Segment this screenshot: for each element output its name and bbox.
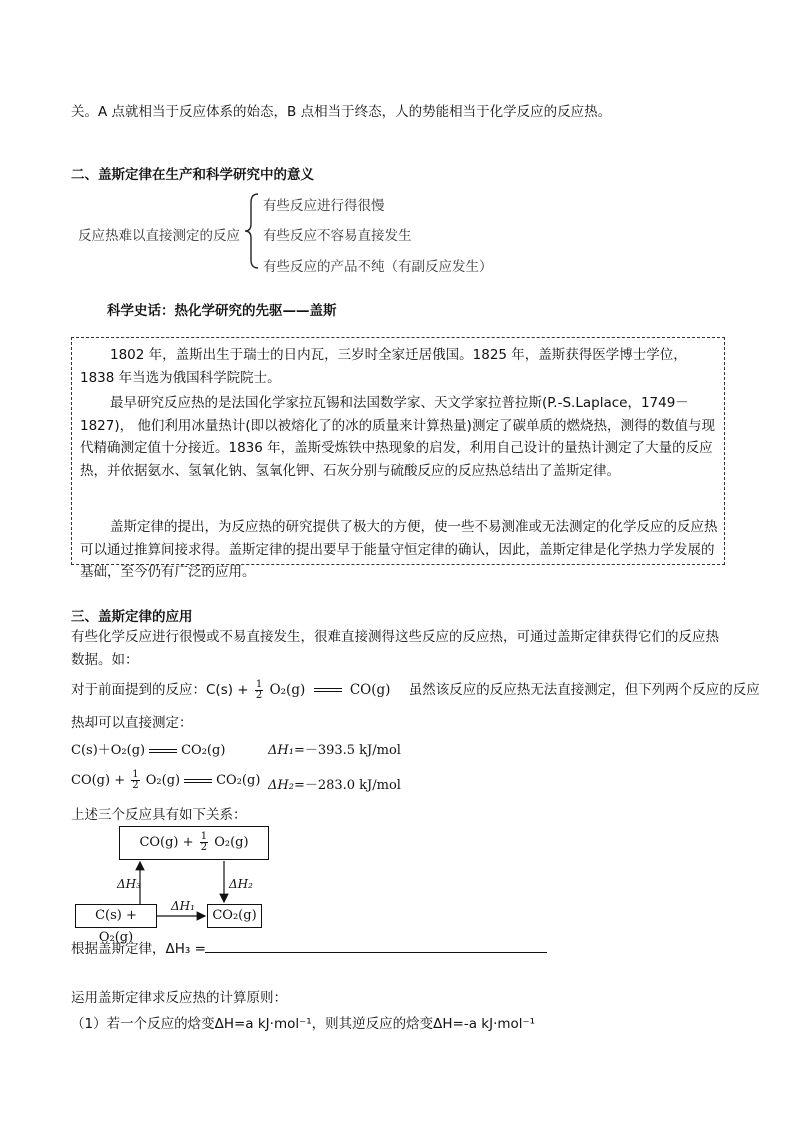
target-o2: O₂(g) (269, 682, 306, 698)
target-fraction: $\frac{1}{2}$ (255, 678, 263, 701)
section3-heading: 三、盖斯定律的应用 (71, 609, 193, 625)
target-prefix: 对于前面提到的反应：C(s) + (71, 682, 249, 698)
target-comment: 虽然该反应的反应热无法直接测定，但下列两个反应的反应 (408, 682, 760, 698)
diagram-left-box: C(s) + O₂(g) (75, 904, 157, 928)
history-paragraph-2: 最早研究反应热的是法国化学家拉瓦锡和法国数学家、天文学家拉普拉斯(P.-S.Laplace，1749－1827)， 他们利用冰量热计(即以被熔化了的冰的质量来计算热量)测定了碳单质的燃烧热，测得的数值与现代精确测定值十分接近。1836 年，盖斯受炼铁中热现象的启发，利用自己设计的量热计测定了大量的反应热，并依据氨水、氢氧化钠、氢氧化钾、石灰分别与硫酸反应的反应热总结出了盖斯定律。 (80, 395, 715, 479)
target-comment-continued: 热却可以直接测定： (71, 715, 193, 731)
principles-item-1: （1）若一个反应的焓变ΔH=a kJ·mol⁻¹，则其逆反应的焓变ΔH=-a kJ·mol⁻¹ (71, 1016, 536, 1032)
target-product: CO(g) (349, 682, 391, 698)
equation-1: C(s)＋O₂(g) CO₂(g) (71, 743, 226, 758)
brace-label: 反应热难以直接测定的反应 (78, 228, 240, 244)
hess-answer-blank[interactable] (205, 952, 547, 953)
top-continuation-line: 关。A 点就相当于反应体系的始态，B 点相当于终态，人的势能相当于化学反应的反应热。 (71, 104, 612, 120)
diagram-dh1-label: ΔH₁ (171, 899, 195, 913)
section3-intro: 有些化学反应进行很慢或不易直接发生，很难直接测得这些反应的反应热，可通过盖斯定律获得它们的反应热数据。如： (71, 629, 719, 668)
diagram-top-box: CO(g) + $\frac{1}{2}$ O₂(g) (119, 826, 269, 860)
brace-item-impure: 有些反应的产品不纯（有副反应发生） (263, 259, 493, 275)
relation-text: 上述三个反应具有如下关系： (71, 807, 247, 823)
equation-1-enthalpy: ΔH₁=－393.5 kJ/mol (268, 743, 401, 758)
history-paragraph-1: 1802 年，盖斯出生于瑞士的日内瓦，三岁时全家迁居俄国。1825 年，盖斯获得医学博士学位，1838 年当选为俄国科学院院士。 (80, 347, 687, 386)
diagram-dh2-label: ΔH₂ (229, 877, 253, 891)
diagram-right-box: CO₂(g) (207, 904, 262, 928)
history-paragraph-3: 盖斯定律的提出，为反应热的研究提供了极大的方便，使一些不易测准或无法测定的化学反应的反应热可以通过推算间接求得。盖斯定律的提出要早于能量守恒定律的确认，因此，盖斯定律是化学热力学发展的基础，至今仍有广泛的应用。 (80, 519, 718, 581)
brace-item-not-direct: 有些反应不容易直接发生 (263, 228, 412, 244)
history-title: 科学史话：热化学研究的先驱——盖斯 (107, 303, 337, 319)
diagram-dh3-label: ΔH₃ (117, 877, 141, 891)
section2-heading: 二、盖斯定律在生产和科学研究中的意义 (71, 167, 314, 183)
brace-item-slow: 有些反应进行得很慢 (263, 198, 385, 214)
equation-2: CO(g) + $\frac{1}{2}$ O₂(g) CO₂(g) (71, 769, 261, 791)
equation-2-enthalpy: ΔH₂=－283.0 kJ/mol (268, 778, 401, 793)
principles-title: 运用盖斯定律求反应热的计算原则： (71, 990, 287, 1006)
hess-result-prefix: 根据盖斯定律，ΔH₃ = (71, 941, 206, 957)
